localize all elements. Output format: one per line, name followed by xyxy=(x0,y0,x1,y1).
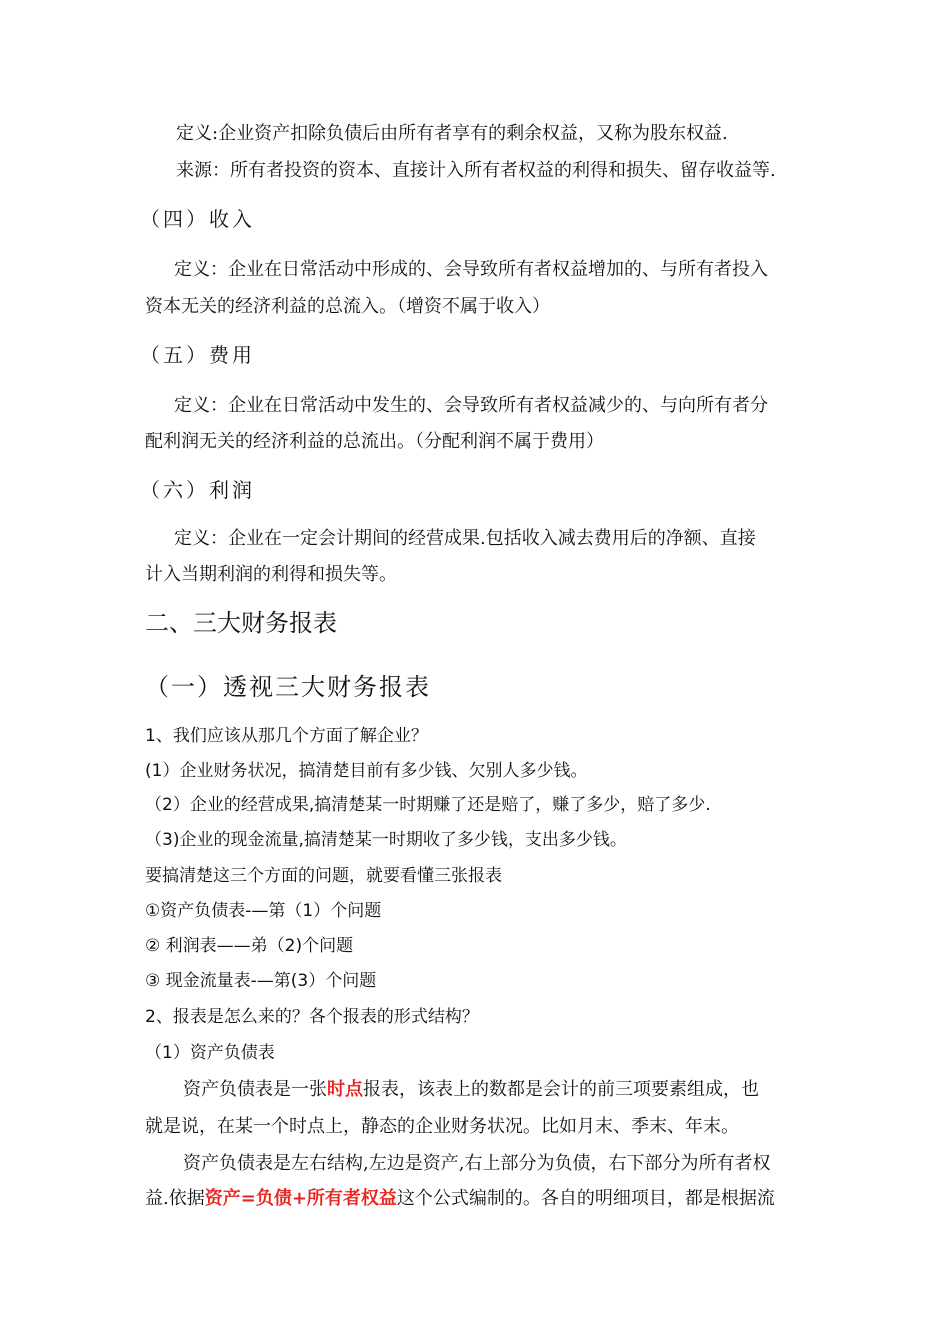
heading-profit: （六）利润 xyxy=(140,478,255,502)
three-statements-intro: 要搞清楚这三个方面的问题，就要看懂三张报表 xyxy=(145,866,502,886)
heading-income: （四）收入 xyxy=(140,207,255,231)
heading-expense: （五）费用 xyxy=(140,343,255,367)
balance-sheet-para1-line2: 就是说，在某一个时点上，静态的企业财务状况。比如月末、季末、年末。 xyxy=(145,1116,739,1137)
balance-sheet-para2-line2 xyxy=(145,1190,775,1208)
statement-cash-flow: ③ 现金流量表-—第(3）个问题 xyxy=(145,971,377,991)
item-financial-position: (1）企业财务状况，搞清楚目前有多少钱、欠别人多少钱。 xyxy=(145,761,588,781)
balance-sheet-heading: （1）资产负债表 xyxy=(145,1043,275,1063)
question-1: 1、我们应该从那几个方面了解企业？ xyxy=(145,726,428,746)
statement-balance-sheet: ①资产负债表-—第（1）个问题 xyxy=(145,901,382,921)
profit-definition-line2: 计入当期利润的利得和损失等。 xyxy=(145,564,397,585)
balance-sheet-para1-line1 xyxy=(183,1081,759,1099)
equity-source: 来源：所有者投资的资本、直接计入所有者权益的利得和损失、留存收益等. xyxy=(176,160,776,181)
balance-sheet-para2-line1: 资产负债表是左右结构,左边是资产,右上部分为负债，右下部分为所有者权 xyxy=(183,1153,771,1174)
income-definition-line1: 定义：企业在日常活动中形成的、会导致所有者权益增加的、与所有者投入 xyxy=(174,259,768,280)
expense-definition-line2: 配利润无关的经济利益的总流出。（分配利润不属于费用） xyxy=(145,431,604,452)
para2-after: 这个公式编制的。各自的明细项目，都是根据流 xyxy=(396,1188,775,1209)
statement-income: ② 利润表——弟（2)个问题 xyxy=(145,936,354,956)
para1-after: 报表，该表上的数都是会计的前三项要素组成，也 xyxy=(363,1079,759,1100)
subsection-title: （一）透视三大财务报表 xyxy=(145,673,431,701)
para1-highlight: 时点 xyxy=(327,1079,363,1100)
para2-before: 益.依据 xyxy=(145,1188,205,1209)
profit-definition-line1: 定义：企业在一定会计期间的经营成果.包括收入减去费用后的净额、直接 xyxy=(174,528,756,549)
para1-before: 资产负债表是一张 xyxy=(183,1079,327,1100)
expense-definition-line1: 定义：企业在日常活动中发生的、会导致所有者权益减少的、与向所有者分 xyxy=(174,395,768,416)
equity-definition: 定义:企业资产扣除负债后由所有者享有的剩余权益，又称为股东权益. xyxy=(176,123,728,144)
income-definition-line2: 资本无关的经济利益的总流入。（增资不属于收入） xyxy=(145,296,550,317)
item-operating-results: （2）企业的经营成果,搞清楚某一时期赚了还是赔了，赚了多少，赔了多少. xyxy=(145,795,711,815)
question-2: 2、报表是怎么来的？各个报表的形式结构？ xyxy=(145,1007,479,1027)
para2-highlight: 资产=负债+所有者权益 xyxy=(204,1188,397,1209)
section-title-statements: 二、三大财务报表 xyxy=(145,609,337,637)
item-cash-flow: （3)企业的现金流量,搞清楚某一时期收了多少钱，支出多少钱。 xyxy=(145,830,627,850)
